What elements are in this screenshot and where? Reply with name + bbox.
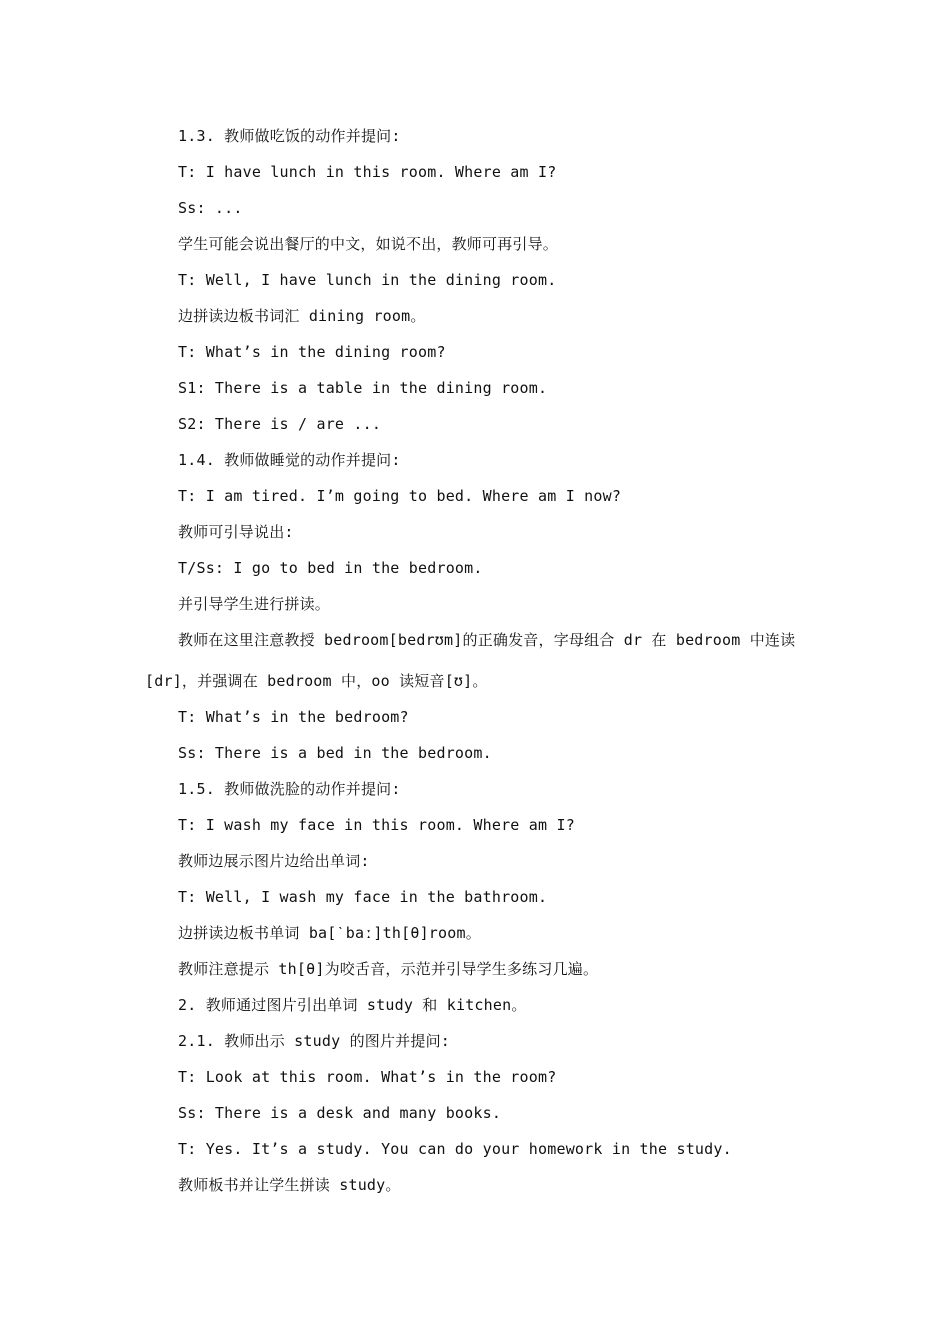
text-line: S2: There is / are ... [178, 415, 382, 433]
text-line: 边拼读边板书词汇 dining room。 [178, 307, 426, 325]
text-line: [dr]，并强调在 bedroom 中，oo 读短音[ʊ]。 [145, 672, 488, 690]
text-line: 学生可能会说出餐厅的中文，如说不出，教师可再引导。 [178, 235, 559, 253]
text-line: 教师板书并让学生拼读 study。 [178, 1176, 401, 1194]
text-line: Ss: There is a bed in the bedroom. [178, 744, 492, 762]
text-line: 1.3. 教师做吃饭的动作并提问: [178, 127, 401, 145]
text-line: T: Look at this room. What’s in the room? [178, 1068, 557, 1086]
text-line: 2.1. 教师出示 study 的图片并提问: [178, 1032, 451, 1050]
text-line: T: I have lunch in this room. Where am I? [178, 163, 557, 181]
text-line: 1.4. 教师做睡觉的动作并提问: [178, 451, 401, 469]
text-line: 边拼读边板书单词 ba[ˋbaː]th[θ]room。 [178, 924, 481, 942]
text-line: 2. 教师通过图片引出单词 study 和 kitchen。 [178, 996, 527, 1014]
text-line: T/Ss: I go to bed in the bedroom. [178, 559, 483, 577]
text-line: 教师在这里注意教授 bedroom[bedrʊm]的正确发音，字母组合 dr 在 bedroom 中连读 [178, 631, 796, 649]
text-line: T: I wash my face in this room. Where am I? [178, 816, 575, 834]
text-line: 教师边展示图片边给出单词: [178, 852, 370, 870]
text-line: 1.5. 教师做洗脸的动作并提问: [178, 780, 401, 798]
text-line: S1: There is a table in the dining room. [178, 379, 548, 397]
text-line: Ss: There is a desk and many books. [178, 1104, 502, 1122]
text-line: T: Well, I wash my face in the bathroom. [178, 888, 548, 906]
text-line: T: What’s in the dining room? [178, 343, 446, 361]
text-line: T: What’s in the bedroom? [178, 708, 409, 726]
text-line: Ss: ... [178, 199, 243, 217]
text-line: T: Well, I have lunch in the dining room. [178, 271, 557, 289]
text-line: T: I am tired. I’m going to bed. Where am I now? [178, 487, 622, 505]
text-line: 并引导学生进行拼读。 [178, 595, 331, 613]
text-line: 教师可引导说出: [178, 523, 294, 541]
text-line: T: Yes. It’s a study. You can do your homework in the study. [178, 1140, 732, 1158]
text-line: 教师注意提示 th[θ]为咬舌音，示范并引导学生多练习几遍。 [178, 960, 599, 978]
